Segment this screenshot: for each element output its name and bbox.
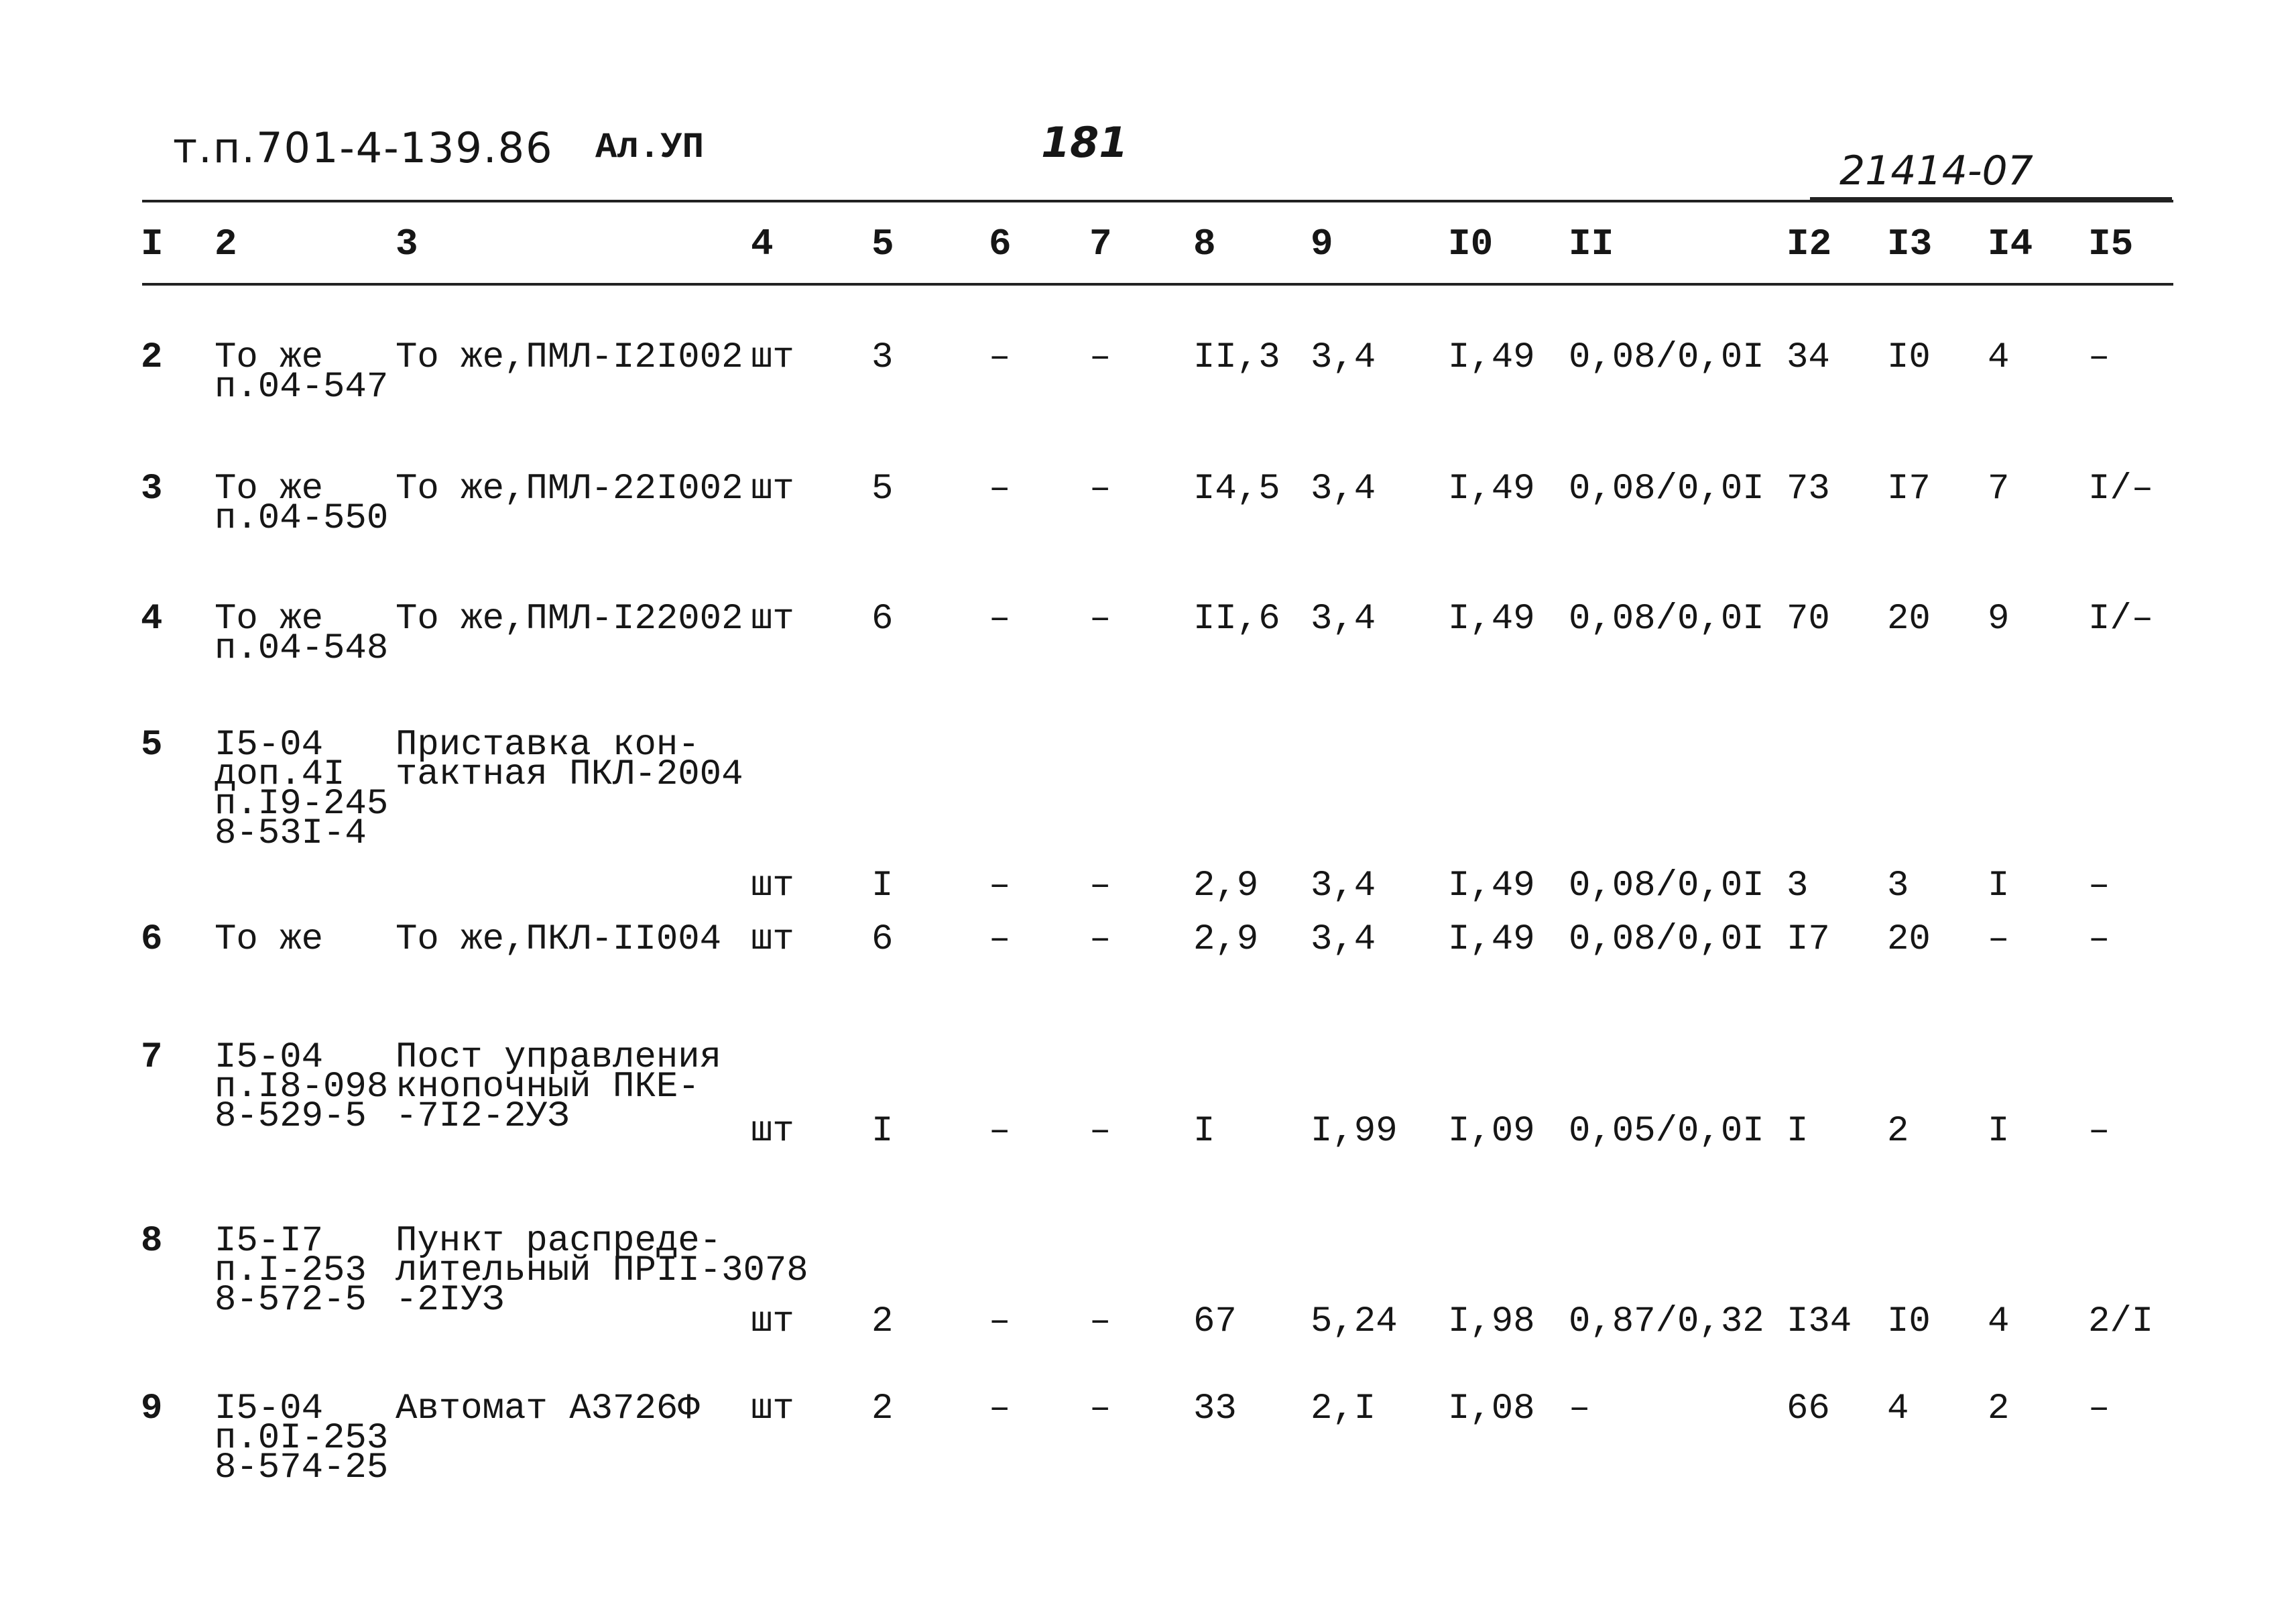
quantity: I <box>871 1111 894 1152</box>
unit: шт <box>751 469 794 510</box>
col-13: 4 <box>1887 1388 1909 1429</box>
item-number: 3 <box>141 469 163 510</box>
unit: шт <box>751 1111 794 1152</box>
col-13: I7 <box>1887 469 1931 510</box>
col-12: 70 <box>1787 599 1830 640</box>
col-15: I/– <box>2088 469 2154 510</box>
column-header-12: I2 <box>1787 223 1832 265</box>
reference-line: п.04-548 <box>215 628 389 669</box>
col-12: 66 <box>1787 1388 1830 1429</box>
archive-number: 21414-07 <box>1839 147 2033 194</box>
column-header-8: 8 <box>1193 223 1216 265</box>
col-9: 3,4 <box>1311 469 1376 510</box>
col-7: – <box>1089 866 1111 906</box>
col-8: 67 <box>1193 1301 1237 1342</box>
col-8: II,3 <box>1193 337 1280 378</box>
col-13: I0 <box>1887 337 1931 378</box>
quantity: 6 <box>871 599 894 640</box>
col-7: – <box>1089 599 1111 640</box>
item-name-line: То же,ПМЛ-I22002 <box>396 599 743 640</box>
col-7: – <box>1089 337 1111 378</box>
page-number: 181 <box>1041 118 1128 167</box>
col-14: 4 <box>1988 1301 2010 1342</box>
quantity: 3 <box>871 337 894 378</box>
quantity: 2 <box>871 1301 894 1342</box>
col-9: I,99 <box>1311 1111 1398 1152</box>
col-10: I,08 <box>1448 1388 1535 1429</box>
col-15: – <box>2088 866 2110 906</box>
col-8: I4,5 <box>1193 469 1280 510</box>
col-10: I,49 <box>1448 337 1535 378</box>
item-number: 5 <box>141 725 163 766</box>
item-name-line: -2IУЗ <box>396 1280 505 1321</box>
reference-line: п.I9-245 <box>215 784 389 825</box>
unit: шт <box>751 919 794 960</box>
item-name-line: Автомат А3726Ф <box>396 1388 700 1429</box>
col-10: I,49 <box>1448 866 1535 906</box>
reference-line: 8-529-5 <box>215 1096 367 1137</box>
col-6: – <box>989 1301 1011 1342</box>
item-name-line: То же,ПКЛ-II004 <box>396 919 722 960</box>
col-9: 5,24 <box>1311 1301 1398 1342</box>
col-6: – <box>989 919 1011 960</box>
col-6: – <box>989 337 1011 378</box>
col-14: 4 <box>1988 337 2010 378</box>
quantity: 6 <box>871 919 894 960</box>
reference-line: п.04-550 <box>215 498 389 539</box>
item-name-line: тактная ПКЛ-2004 <box>396 754 743 795</box>
col-15: – <box>2088 1111 2110 1152</box>
col-8: 33 <box>1193 1388 1237 1429</box>
unit: шт <box>751 1388 794 1429</box>
reference-line: I5-I7 <box>215 1221 324 1262</box>
col-9: 3,4 <box>1311 866 1376 906</box>
col-7: – <box>1089 1301 1111 1342</box>
reference-line: То же <box>215 469 324 510</box>
column-header-6: 6 <box>989 223 1012 265</box>
reference-line: доп.4I <box>215 754 345 795</box>
item-number: 8 <box>141 1221 163 1262</box>
col-9: 3,4 <box>1311 599 1376 640</box>
col-9: 3,4 <box>1311 337 1376 378</box>
reference-line: 8-53I-4 <box>215 813 367 854</box>
unit: шт <box>751 1301 794 1342</box>
col-12: 73 <box>1787 469 1830 510</box>
col-13: 2 <box>1887 1111 1909 1152</box>
col-14: 2 <box>1988 1388 2010 1429</box>
item-number: 4 <box>141 599 163 640</box>
reference-line: I5-04 <box>215 725 324 766</box>
col-15: 2/I <box>2088 1301 2154 1342</box>
reference-line: I5-04 <box>215 1388 324 1429</box>
col-15: – <box>2088 919 2110 960</box>
reference-line: I5-04 <box>215 1037 324 1078</box>
top-divider-right <box>1810 197 2172 200</box>
col-6: – <box>989 469 1011 510</box>
album-label: Ал.УП <box>595 127 705 168</box>
item-number: 6 <box>141 919 163 960</box>
quantity: 5 <box>871 469 894 510</box>
column-header-9: 9 <box>1311 223 1333 265</box>
col-11: 0,08/0,0I <box>1569 599 1764 640</box>
unit: шт <box>751 599 794 640</box>
item-name-line: То же,ПМЛ-22I002 <box>396 469 743 510</box>
col-9: 2,I <box>1311 1388 1376 1429</box>
col-8: II,6 <box>1193 599 1280 640</box>
col-7: – <box>1089 919 1111 960</box>
col-15: I/– <box>2088 599 2154 640</box>
col-13: I0 <box>1887 1301 1931 1342</box>
col-15: – <box>2088 337 2110 378</box>
col-12: I <box>1787 1111 1809 1152</box>
item-number: 2 <box>141 337 163 378</box>
column-header-13: I3 <box>1887 223 1933 265</box>
col-11: 0,08/0,0I <box>1569 337 1764 378</box>
col-7: – <box>1089 1111 1111 1152</box>
col-14: – <box>1988 919 2010 960</box>
column-header-14: I4 <box>1988 223 2033 265</box>
col-11: 0,08/0,0I <box>1569 919 1764 960</box>
reference-line: То же <box>215 919 324 960</box>
col-12: 3 <box>1787 866 1809 906</box>
col-8: 2,9 <box>1193 866 1259 906</box>
col-8: 2,9 <box>1193 919 1259 960</box>
col-11: 0,08/0,0I <box>1569 866 1764 906</box>
column-header-2: 2 <box>215 223 237 265</box>
col-13: 20 <box>1887 599 1931 640</box>
column-header-10: I0 <box>1448 223 1494 265</box>
column-header-15: I5 <box>2088 223 2134 265</box>
col-6: – <box>989 1388 1011 1429</box>
col-8: I <box>1193 1111 1215 1152</box>
reference-line: 8-572-5 <box>215 1280 367 1321</box>
col-6: – <box>989 866 1011 906</box>
unit: шт <box>751 337 794 378</box>
item-number: 9 <box>141 1388 163 1429</box>
col-13: 3 <box>1887 866 1909 906</box>
col-7: – <box>1089 1388 1111 1429</box>
col-11: 0,87/0,32 <box>1569 1301 1764 1342</box>
column-header-5: 5 <box>871 223 894 265</box>
item-name-line: То же,ПМЛ-I2I002 <box>396 337 743 378</box>
column-header-7: 7 <box>1089 223 1112 265</box>
top-divider <box>142 200 2173 202</box>
col-10: I,98 <box>1448 1301 1535 1342</box>
item-name-line: -7I2-2УЗ <box>396 1096 570 1137</box>
col-11: – <box>1569 1388 1591 1429</box>
reference-line: То же <box>215 337 324 378</box>
col-10: I,49 <box>1448 469 1535 510</box>
reference-line: п.I-253 <box>215 1250 367 1291</box>
document-code: т.п.701-4-139.86 <box>173 123 554 172</box>
col-10: I,49 <box>1448 599 1535 640</box>
column-header-4: 4 <box>751 223 774 265</box>
col-12: 34 <box>1787 337 1830 378</box>
item-name-line: Приставка кон- <box>396 725 700 766</box>
column-header-3: 3 <box>396 223 418 265</box>
col-9: 3,4 <box>1311 919 1376 960</box>
col-14: I <box>1988 866 2010 906</box>
item-number: 7 <box>141 1037 163 1078</box>
item-name-line: лительный ПРII-3078 <box>396 1250 808 1291</box>
col-10: I,09 <box>1448 1111 1535 1152</box>
column-header-1: I <box>141 223 164 265</box>
quantity: I <box>871 866 894 906</box>
item-name-line: Пункт распреде- <box>396 1221 722 1262</box>
col-15: – <box>2088 1388 2110 1429</box>
col-6: – <box>989 1111 1011 1152</box>
col-6: – <box>989 599 1011 640</box>
col-14: I <box>1988 1111 2010 1152</box>
item-name-line: кнопочный ПКЕ- <box>396 1067 700 1108</box>
col-11: 0,05/0,0I <box>1569 1111 1764 1152</box>
col-12: I34 <box>1787 1301 1852 1342</box>
reference-line: п.I8-098 <box>215 1067 389 1108</box>
quantity: 2 <box>871 1388 894 1429</box>
col-11: 0,08/0,0I <box>1569 469 1764 510</box>
col-10: I,49 <box>1448 919 1535 960</box>
reference-line: п.04-547 <box>215 367 389 408</box>
col-14: 9 <box>1988 599 2010 640</box>
col-7: – <box>1089 469 1111 510</box>
header-divider <box>142 283 2173 286</box>
reference-line: п.0I-253 <box>215 1418 389 1459</box>
col-12: I7 <box>1787 919 1830 960</box>
column-header-11: II <box>1569 223 1614 265</box>
item-name-line: Пост управления <box>396 1037 722 1078</box>
col-13: 20 <box>1887 919 1931 960</box>
reference-line: 8-574-25 <box>215 1447 389 1488</box>
reference-line: То же <box>215 599 324 640</box>
unit: шт <box>751 866 794 906</box>
col-14: 7 <box>1988 469 2010 510</box>
